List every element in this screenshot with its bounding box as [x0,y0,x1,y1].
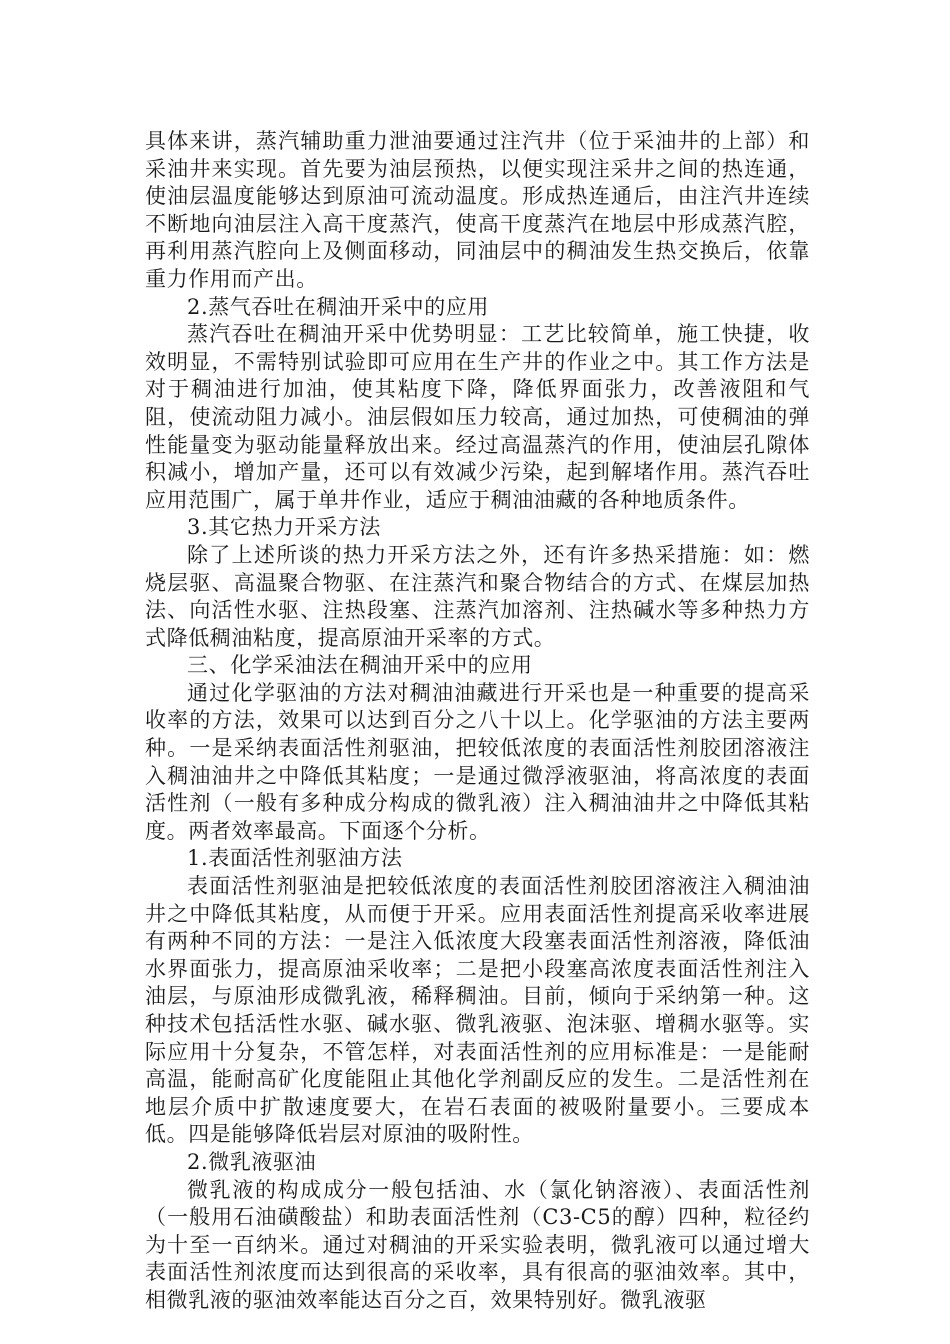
document-body [145,128,810,1315]
heading-steam-huff-puff: 2.蒸气吞吐在稠油开采中的应用 [187,294,490,319]
heading-microemulsion-flooding: 2.微乳液驱油 [187,1149,317,1174]
paragraph-chemical-recovery: 通过化学驱油的方法对稠油油藏进行开采也是一种重要的提高采收率的方法，效果可以达到百分之八十以上。化学驱油的方法主要两种。一是采纳表面活性剂驱油，把较低浓度的表面活性剂胶团溶液注入稠油油井之中降低其粘度；一是通过微浮液驱油，将高浓度的表面活性剂（一般有多种成分构成的微乳液）注入稠油油井之中降低其粘度。两者效率最高。下面逐个分析。 [145,680,810,843]
heading-chemical-recovery: 三、化学采油法在稠油开采中的应用 [187,653,533,678]
heading-surfactant-flooding: 1.表面活性剂驱油方法 [187,846,403,871]
paragraph-surfactant-flooding: 表面活性剂驱油是把较低浓度的表面活性剂胶团溶液注入稠油油井之中降低其粘度，从而便于开采。应用表面活性剂提高采收率进展有两种不同的方法：一是注入低浓度大段塞表面活性剂溶液，降低油水界面张力，提高原油采收率；二是把小段塞高浓度表面活性剂注入油层，与原油形成微乳液，稀释稠油。目前，倾向于采纳第一种。这种技术包括活性水驱、碱水驱、微乳液驱、泡沫驱、增稠水驱等。实际应用十分复杂，不管怎样，对表面活性剂的应用标准是：一是能耐高温，能耐高矿化度能阻止其他化学剂副反应的发生。二是活性剂在地层介质中扩散速度要大，在岩石表面的被吸附量要小。三要成本低。四是能够降低岩层对原油的吸附性。 [145,874,810,1147]
paragraph-other-thermal-methods: 除了上述所谈的热力开采方法之外，还有许多热采措施：如：燃烧层驱、高温聚合物驱、在注蒸汽和聚合物结合的方式、在煤层加热法、向活性水驱、注热段塞、注蒸汽加溶剂、注热碱水等多种热力方式降低稠油粘度，提高原油开采率的方式。 [145,542,810,650]
heading-other-thermal-methods: 3.其它热力开采方法 [187,515,382,540]
paragraph-microemulsion-flooding: 微乳液的构成成分一般包括油、水（氯化钠溶液）、表面活性剂（一般用石油磺酸盐）和助表面活性剂（C3-C5的醇）四种，粒径约为十至一百纳米。通过对稠油的开采实验表明，微乳液可以通过增大表面活性剂浓度而达到很高的采收率，具有很高的驱油效率。其中，相微乳液的驱油效率能达百分之百，效果特别好。微乳液驱 [145,1177,810,1312]
paragraph-sagd-description: 具体来讲，蒸汽辅助重力泄油要通过注汽井（位于采油井的上部）和采油井来实现。首先要为油层预热，以便实现注采井之间的热连通，使油层温度能够达到原油可流动温度。形成热连通后，由注汽井连续不断地向油层注入高干度蒸汽，使高干度蒸汽在地层中形成蒸汽腔，再利用蒸汽腔向上及侧面移动，同油层中的稠油发生热交换后，依靠重力作用而产出。 [145,129,810,291]
paragraph-steam-huff-puff: 蒸汽吞吐在稠油开采中优势明显：工艺比较简单，施工快捷，收效明显，不需特别试验即可应用在生产井的作业之中。其工作方法是对于稠油进行加油，使其粘度下降，降低界面张力，改善液阻和气阻，使流动阻力减小。油层假如压力较高，通过加热，可使稠油的弹性能量变为驱动能量释放出来。经过高温蒸汽的作用，使油层孔隙体积减小，增加产量，还可以有效减少污染，起到解堵作用。蒸汽吞吐应用范围广，属于单井作业，适应于稠油油藏的各种地质条件。 [145,322,810,512]
